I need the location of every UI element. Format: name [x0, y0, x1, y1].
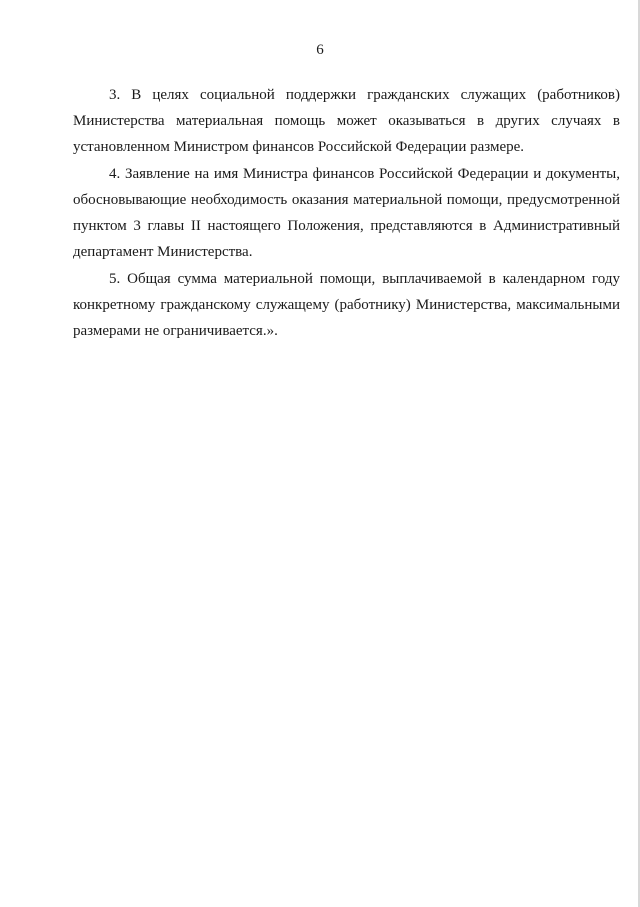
page-number: 6 [316, 42, 324, 58]
document-body [73, 82, 620, 345]
paragraph-item-5: 5. Общая сумма материальной помощи, выплачиваемой в календарном году конкретному гражданскому служащему (работнику) Министерства, максимальными размерами не ограничивается.». [73, 271, 620, 339]
paragraph-item-3: 3. В целях социальной поддержки гражданских служащих (работников) Министерства материальная помощь может оказываться в других случаях в установленном Министром финансов Российской Федерации размере. [73, 87, 620, 155]
paragraph-item-4: 4. Заявление на имя Министра финансов Российской Федерации и документы, обосновывающие необходимость оказания материальной помощи, предусмотренной пунктом 3 главы II настоящего Положения, представляются в Административный департамент Министерства. [73, 166, 620, 260]
